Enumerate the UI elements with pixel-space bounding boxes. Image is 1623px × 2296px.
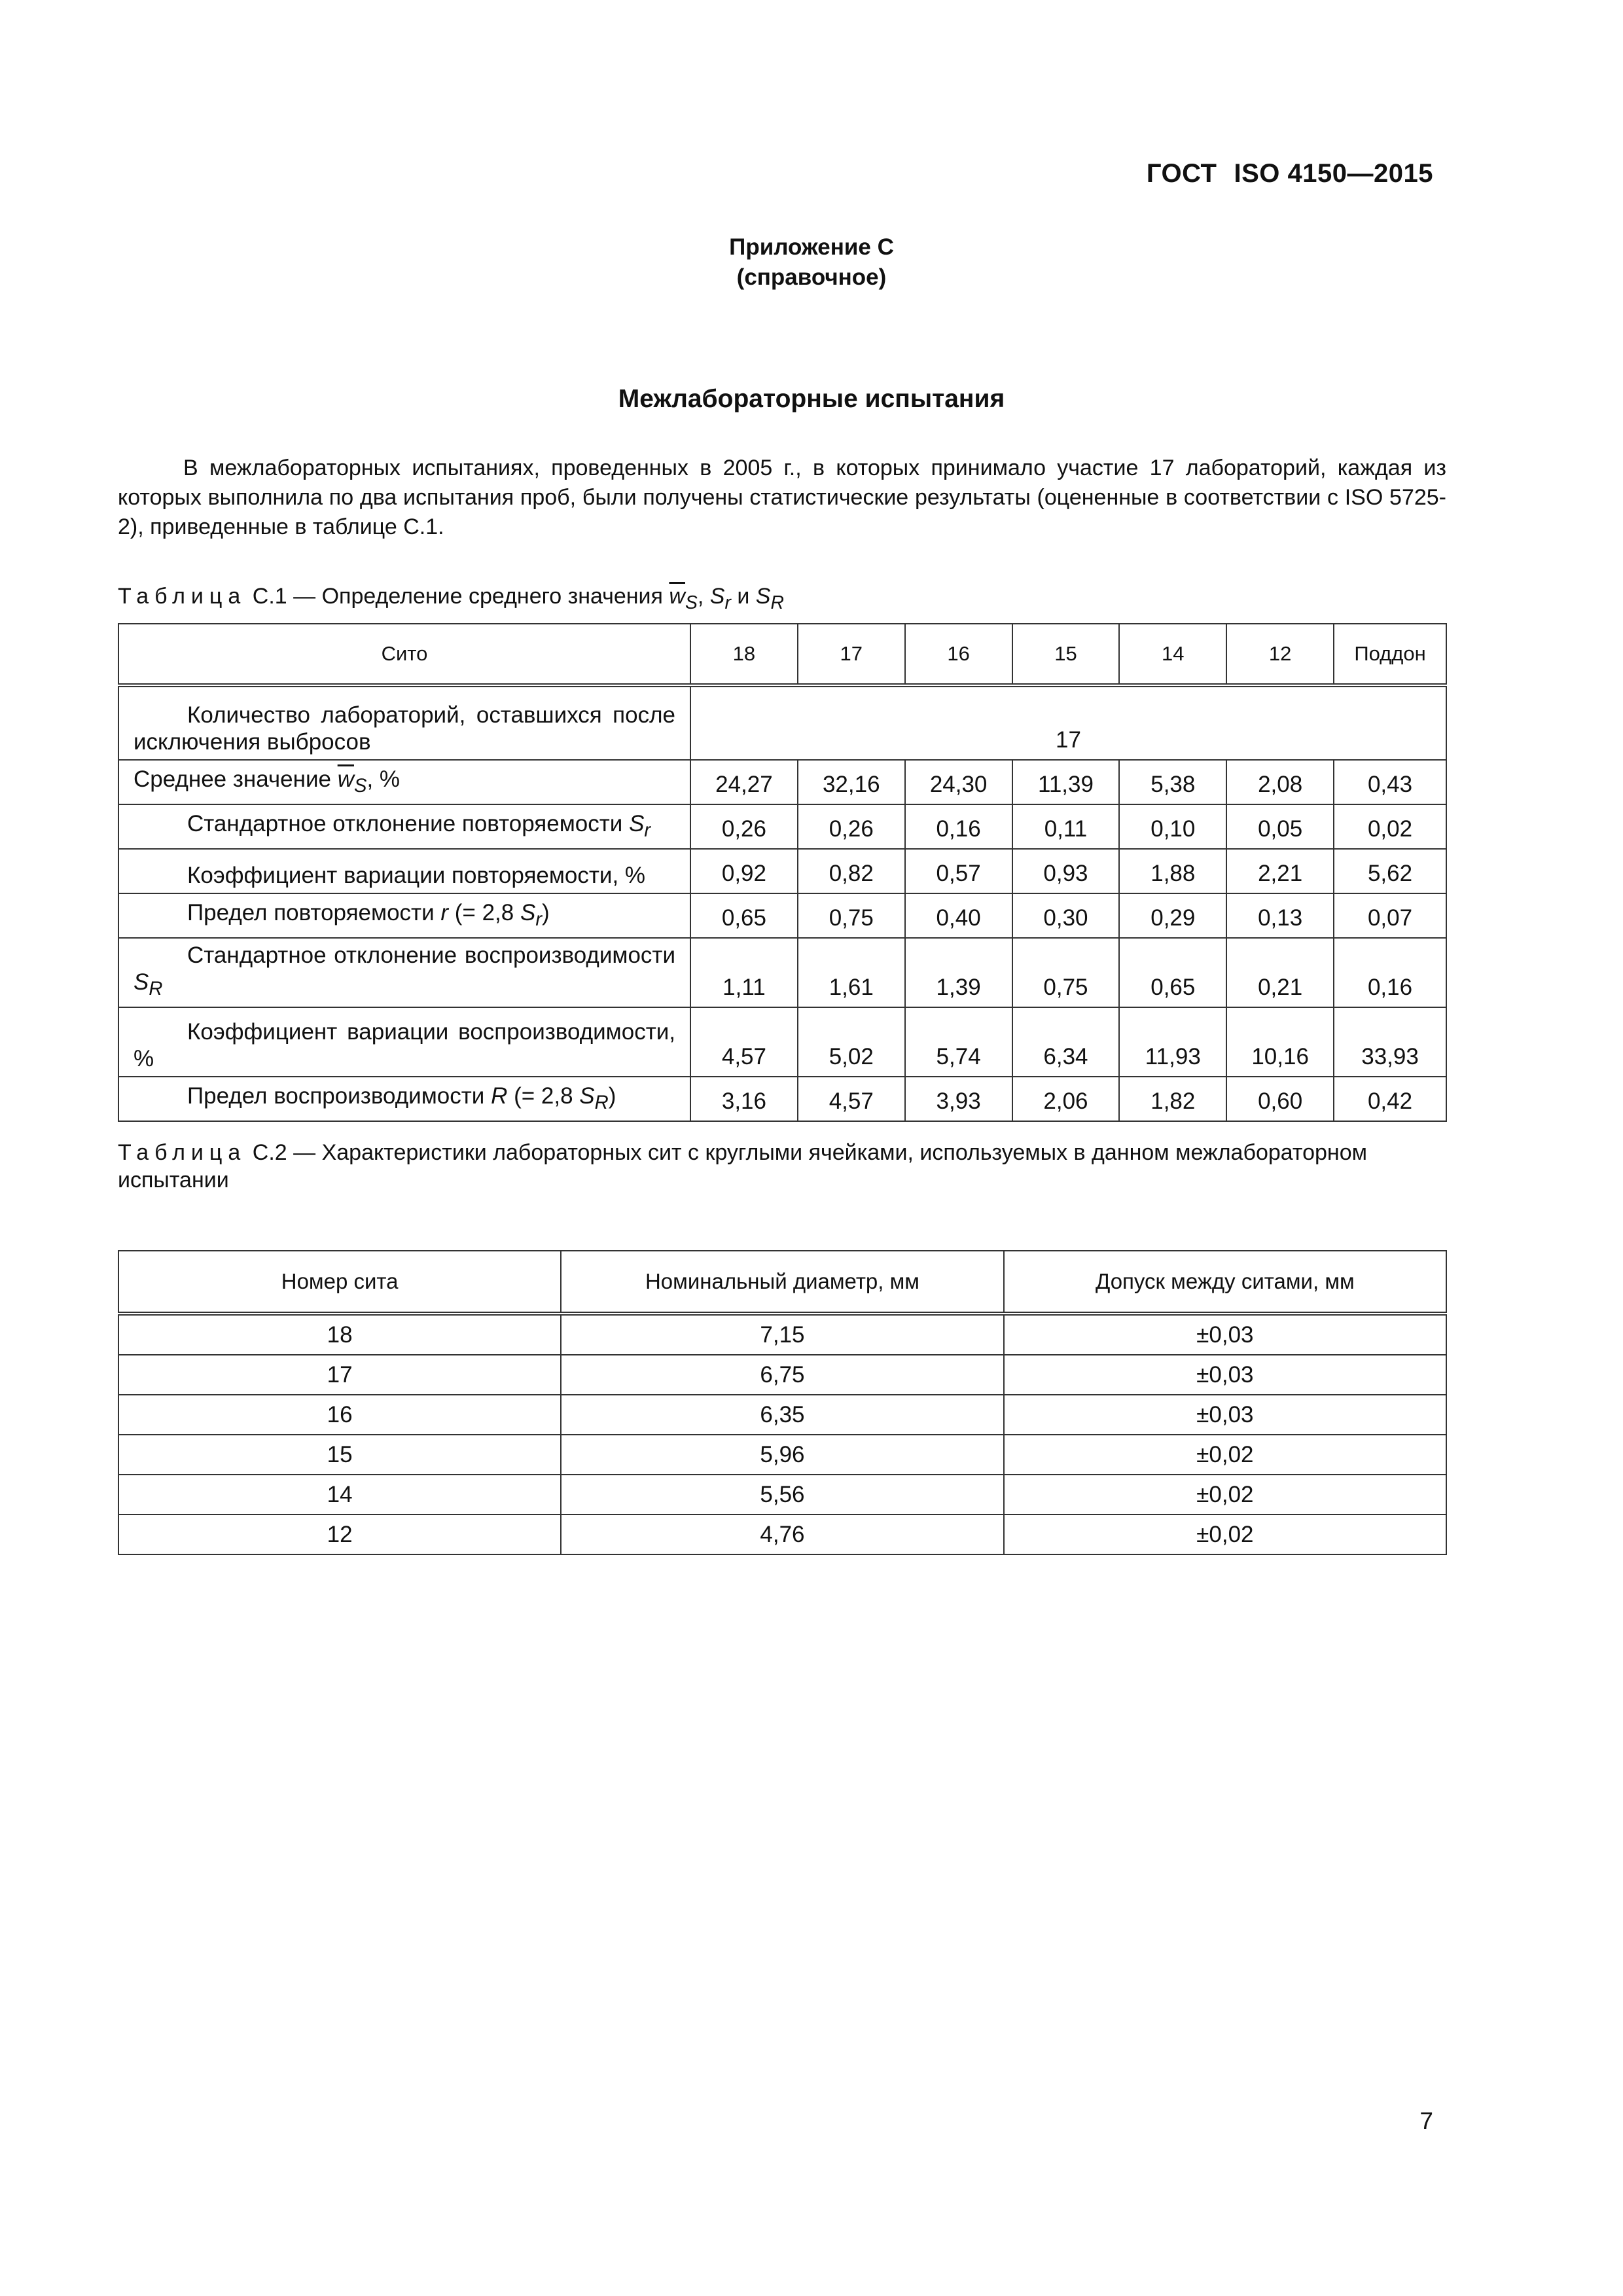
- table-cell: 32,16: [798, 760, 905, 804]
- limit-R-symbol2: S: [579, 1083, 595, 1109]
- table2-header-cell: Номер сита: [118, 1251, 561, 1314]
- table1-caption-text: — Определение среднего значения: [293, 584, 663, 609]
- table-cell: 0,02: [1334, 804, 1446, 849]
- table-cell: 0,60: [1226, 1077, 1334, 1121]
- table-cell: 4,57: [798, 1077, 905, 1121]
- table-cell: 3,16: [690, 1077, 798, 1121]
- table1-caption-and: и: [730, 584, 756, 609]
- limit-r-label-text: Предел повторяемости: [187, 900, 435, 925]
- table-cell: 33,93: [1334, 1007, 1446, 1077]
- table-cell: 17: [690, 685, 1446, 760]
- section-title: Межлабораторные испытания: [618, 385, 1005, 413]
- table-row: [118, 685, 1446, 760]
- table-cell: 15: [118, 1435, 561, 1475]
- table-cell: 17: [118, 1355, 561, 1395]
- table-cell: 16: [118, 1395, 561, 1435]
- table-cell: 5,96: [561, 1435, 1003, 1475]
- table-row: [118, 1435, 1446, 1475]
- table-cell: 14: [118, 1475, 561, 1515]
- table-cell: 2,08: [1226, 760, 1334, 804]
- table2-caption-num: С.2: [252, 1140, 287, 1165]
- table-cell: 0,65: [1119, 938, 1226, 1007]
- sR-symbol: S: [134, 969, 149, 995]
- table-cell: 0,93: [1012, 849, 1120, 893]
- table1-header-cell: 14: [1119, 624, 1226, 685]
- doc-number: ISO 4150—2015: [1234, 159, 1433, 188]
- sR-label-text: Стандартное отклонение воспроизводимости: [187, 942, 675, 968]
- limit-R-mid: (= 2,8: [507, 1083, 580, 1109]
- limit-r-end: ): [542, 900, 550, 925]
- table1-header-cell: 17: [798, 624, 905, 685]
- table-cell: 0,07: [1334, 893, 1446, 938]
- table2-header-cell: Допуск между ситами, мм: [1004, 1251, 1446, 1314]
- table1-caption-sep: ,: [697, 584, 710, 609]
- table-cell: 3,93: [905, 1077, 1012, 1121]
- row-label: Коэффициент вариации повторяемости, %: [118, 849, 690, 893]
- table-cell: 0,75: [1012, 938, 1120, 1007]
- table-row: [118, 893, 1446, 938]
- table-cell: 0,40: [905, 893, 1012, 938]
- table-cell: 0,82: [798, 849, 905, 893]
- table-row: [118, 760, 1446, 804]
- annex-heading: [0, 232, 1623, 293]
- table-cell: 0,26: [690, 804, 798, 849]
- intro-paragraph: [118, 454, 1446, 542]
- limit-r-symbol2: S: [520, 900, 536, 925]
- limit-R-end: ): [608, 1083, 616, 1109]
- table-cell: 5,02: [798, 1007, 905, 1077]
- annex-kind: (справочное): [736, 264, 887, 290]
- table-cell: 0,42: [1334, 1077, 1446, 1121]
- table1-caption-w-sub: S: [685, 592, 698, 613]
- row-label: [118, 938, 690, 1007]
- mean-symbol-sub: S: [353, 776, 367, 797]
- table-cell: 0,16: [1334, 938, 1446, 1007]
- table1-header-cell: 12: [1226, 624, 1334, 685]
- table2-sieve-characteristics: [118, 1250, 1447, 1555]
- table1-header-cell: 18: [690, 624, 798, 685]
- table-cell: 0,11: [1012, 804, 1120, 849]
- table-cell: 5,38: [1119, 760, 1226, 804]
- table-cell: ±0,03: [1004, 1395, 1446, 1435]
- table-cell: 6,35: [561, 1395, 1003, 1435]
- table1-header-cell: 16: [905, 624, 1012, 685]
- table-cell: 2,21: [1226, 849, 1334, 893]
- table1-header-cell: Сито: [118, 624, 690, 685]
- table-cell: 0,43: [1334, 760, 1446, 804]
- table1-interlab-results: [118, 623, 1447, 1122]
- table-cell: 1,82: [1119, 1077, 1226, 1121]
- table-cell: ±0,02: [1004, 1515, 1446, 1554]
- table-cell: 2,06: [1012, 1077, 1120, 1121]
- table-cell: 0,92: [690, 849, 798, 893]
- table-cell: 0,30: [1012, 893, 1120, 938]
- mean-unit: , %: [366, 766, 401, 792]
- table-cell: 10,16: [1226, 1007, 1334, 1077]
- table-cell: ±0,02: [1004, 1435, 1446, 1475]
- table1-caption-sR: S: [755, 584, 771, 609]
- table1-caption-sr: S: [709, 584, 725, 609]
- table-cell: 11,39: [1012, 760, 1120, 804]
- table2-caption: [118, 1139, 1446, 1194]
- table-cell: 5,62: [1334, 849, 1446, 893]
- document-code: [1147, 159, 1433, 188]
- table-cell: 12: [118, 1515, 561, 1554]
- table-cell: ±0,03: [1004, 1355, 1446, 1395]
- limit-r-mid: (= 2,8: [448, 900, 520, 925]
- table-cell: 6,75: [561, 1355, 1003, 1395]
- table-cell: 1,11: [690, 938, 798, 1007]
- table-cell: ±0,02: [1004, 1475, 1446, 1515]
- table-cell: ±0,03: [1004, 1314, 1446, 1355]
- doc-type: ГОСТ: [1146, 159, 1217, 188]
- row-label: [118, 893, 690, 938]
- table-cell: 0,26: [798, 804, 905, 849]
- table-cell: 24,30: [905, 760, 1012, 804]
- limit-R-sub: R: [594, 1092, 609, 1113]
- table1-header-cell: 15: [1012, 624, 1120, 685]
- table-cell: 0,75: [798, 893, 905, 938]
- table-row: [118, 1355, 1446, 1395]
- table-row: [118, 1515, 1446, 1554]
- table-row: [118, 849, 1446, 893]
- table1-caption-w: $\overline{w}$: [669, 584, 685, 609]
- sR-symbol-sub: R: [149, 978, 163, 999]
- limit-r-symbol: r: [440, 900, 449, 925]
- table-cell: 4,57: [690, 1007, 798, 1077]
- table-cell: 0,13: [1226, 893, 1334, 938]
- table-cell: 1,39: [905, 938, 1012, 1007]
- limit-r-sub: r: [535, 909, 543, 930]
- table1-header-cell: Поддон: [1334, 624, 1446, 685]
- limit-R-symbol: R: [491, 1083, 508, 1109]
- row-label: Количество лабораторий, оставшихся после исключения выбросов: [118, 685, 690, 760]
- page-number: 7: [1419, 2108, 1433, 2134]
- table-cell: 0,29: [1119, 893, 1226, 938]
- table-cell: 24,27: [690, 760, 798, 804]
- row-label: [118, 804, 690, 849]
- table-row: [118, 1475, 1446, 1515]
- table-cell: 0,16: [905, 804, 1012, 849]
- table-cell: 4,76: [561, 1515, 1003, 1554]
- table1-caption-num: С.1: [252, 584, 287, 609]
- table-cell: 0,10: [1119, 804, 1226, 849]
- table1-caption-sr-sub: r: [724, 592, 731, 613]
- table-cell: 0,05: [1226, 804, 1334, 849]
- table2-header-row: [118, 1251, 1446, 1314]
- table2-caption-lead: Таблица: [118, 1140, 247, 1165]
- table-cell: 5,74: [905, 1007, 1012, 1077]
- table2-header-cell: Номинальный диаметр, мм: [561, 1251, 1003, 1314]
- annex-title: Приложение С: [729, 234, 894, 260]
- sr-symbol: S: [629, 811, 645, 836]
- table1-caption: [118, 583, 1446, 617]
- table-row: [118, 1007, 1446, 1077]
- table2-caption-text: — Характеристики лабораторных сит с круглыми ячейками, используемых в данном межлабораторном испытании: [118, 1140, 1367, 1193]
- table-cell: 0,65: [690, 893, 798, 938]
- sr-label-text: Стандартное отклонение повторяемости: [187, 811, 623, 836]
- table-cell: 0,57: [905, 849, 1012, 893]
- table-row: [118, 938, 1446, 1007]
- sr-symbol-sub: r: [644, 820, 651, 841]
- table-cell: 1,61: [798, 938, 905, 1007]
- row-label: [118, 1077, 690, 1121]
- table-cell: 6,34: [1012, 1007, 1120, 1077]
- table1-header-row: [118, 624, 1446, 685]
- table-cell: 0,21: [1226, 938, 1334, 1007]
- table-cell: 11,93: [1119, 1007, 1226, 1077]
- table1-caption-lead: Таблица: [118, 584, 247, 609]
- table-row: [118, 804, 1446, 849]
- intro-text: В межлабораторных испытаниях, проведенных в 2005 г., в которых принимало участие 17 лабораторий, каждая из которых выполнила по два испытания проб, были получены статистические результаты (оцененные в соответствии с ISO 5725-2), приведенные в таблице С.1.: [118, 456, 1446, 539]
- mean-symbol: $\overline{w}$: [337, 766, 354, 792]
- table-cell: 7,15: [561, 1314, 1003, 1355]
- table-row: [118, 1395, 1446, 1435]
- table-cell: 1,88: [1119, 849, 1226, 893]
- table-row: [118, 1077, 1446, 1121]
- row-label: [118, 760, 690, 804]
- mean-label-text: Среднее значение: [134, 766, 331, 792]
- row-label: Коэффициент вариации воспроизводимости, %: [118, 1007, 690, 1077]
- table-row: [118, 1314, 1446, 1355]
- limit-R-label-text: Предел воспроизводимости: [187, 1083, 485, 1109]
- table1-caption-sR-sub: R: [770, 592, 784, 613]
- table-cell: 5,56: [561, 1475, 1003, 1515]
- table-cell: 18: [118, 1314, 561, 1355]
